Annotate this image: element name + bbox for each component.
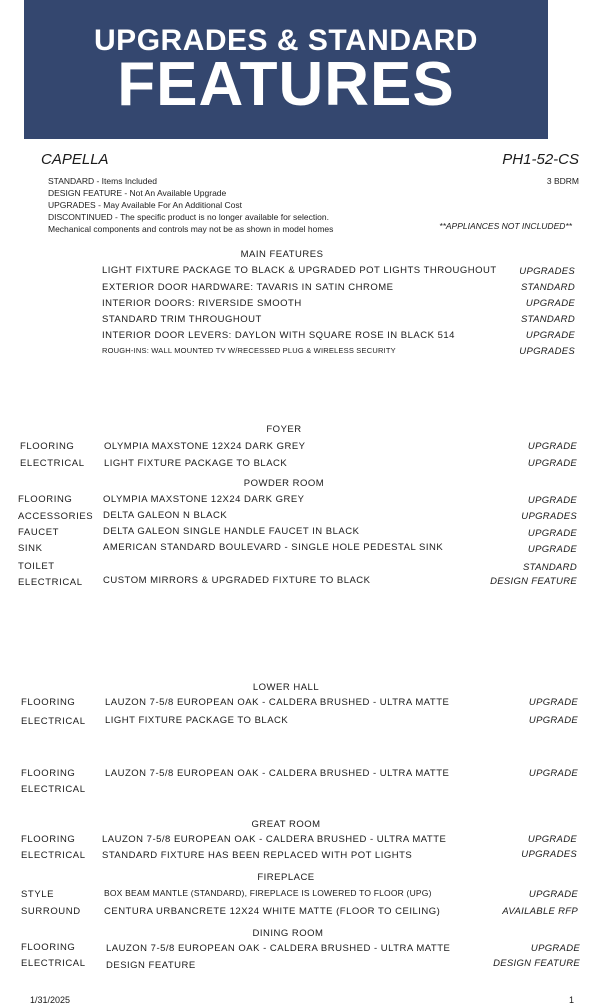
feature-status: AVAILABLE RFP [502, 906, 578, 917]
feature-status: UPGRADES [519, 266, 575, 277]
feature-description: STANDARD FIXTURE HAS BEEN REPLACED WITH POT LIGHTS [102, 850, 413, 861]
feature-status: DESIGN FEATURE [493, 958, 580, 969]
feature-category: ELECTRICAL [20, 458, 85, 469]
feature-category: FAUCET [18, 527, 60, 538]
legend-mechanical-note: Mechanical components and controls may not be as shown in model homes [48, 224, 334, 234]
feature-status: UPGRADES [521, 849, 577, 860]
section-heading: FOYER [266, 424, 302, 435]
feature-category: FLOORING [21, 768, 76, 779]
feature-category: FLOORING [18, 494, 73, 505]
feature-status: UPGRADE [528, 889, 578, 900]
feature-description: STANDARD TRIM THROUGHOUT [102, 314, 262, 325]
feature-description: DESIGN FEATURE [106, 960, 196, 971]
feature-status: UPGRADES [519, 346, 575, 357]
legend-upgrades: UPGRADES - May Available For An Additional Cost [48, 200, 243, 210]
feature-category: ELECTRICAL [21, 958, 86, 969]
feature-description: BOX BEAM MANTLE (STANDARD), FIREPLACE IS LOWERED TO FLOOR (UPG) [104, 888, 432, 898]
title-banner [24, 0, 548, 139]
section-heading: LOWER HALL [252, 682, 320, 693]
feature-description: CUSTOM MIRRORS & UPGRADED FIXTURE TO BLACK [103, 575, 371, 586]
banner-title-line1: UPGRADES & STANDARD [94, 24, 478, 57]
feature-description: DELTA GALEON SINGLE HANDLE FAUCET IN BLACK [103, 526, 360, 537]
feature-description: LAUZON 7-5/8 EUROPEAN OAK - CALDERA BRUSHED - ULTRA MATTE [102, 834, 447, 845]
feature-description: INTERIOR DOORS: RIVERSIDE SMOOTH [102, 298, 302, 309]
feature-status: UPGRADE [525, 298, 575, 309]
bedroom-count: 3 BDRM [546, 176, 579, 186]
feature-status: UPGRADE [528, 768, 578, 779]
page-number: 1 [568, 995, 574, 1005]
feature-category: ELECTRICAL [21, 850, 86, 861]
banner-title-line2: FEATURES [117, 50, 455, 119]
feature-description: LIGHT FIXTURE PACKAGE TO BLACK [104, 458, 288, 469]
feature-category: FLOORING [21, 942, 76, 953]
legend-discontinued: DISCONTINUED - The specific product is no longer available for selection. [48, 212, 329, 222]
feature-status: STANDARD [523, 562, 577, 573]
feature-description: ROUGH-INS: WALL MOUNTED TV W/RECESSED PLUG & WIRELESS SECURITY [102, 346, 396, 355]
feature-category: ACCESSORIES [18, 511, 94, 522]
legend-design-feature: DESIGN FEATURE - Not An Available Upgrade [48, 188, 227, 198]
feature-category: ELECTRICAL [18, 577, 83, 588]
model-name: CAPELLA [41, 151, 109, 168]
feature-status: DESIGN FEATURE [490, 576, 577, 587]
feature-status: STANDARD [521, 282, 575, 293]
feature-status: UPGRADE [528, 715, 578, 726]
feature-status: UPGRADE [527, 495, 577, 506]
feature-description: EXTERIOR DOOR HARDWARE: TAVARIS IN SATIN CHROME [102, 282, 394, 293]
section-heading: POWDER ROOM [243, 478, 325, 489]
section-heading: FIREPLACE [257, 872, 315, 883]
feature-description: LIGHT FIXTURE PACKAGE TO BLACK [105, 715, 289, 726]
feature-description: LAUZON 7-5/8 EUROPEAN OAK - CALDERA BRUSHED - ULTRA MATTE [105, 697, 450, 708]
section-heading: DINING ROOM [252, 928, 324, 939]
feature-category: FLOORING [21, 697, 76, 708]
feature-status: UPGRADE [525, 330, 575, 341]
feature-category: ELECTRICAL [21, 716, 86, 727]
feature-status: UPGRADE [527, 528, 577, 539]
feature-description: OLYMPIA MAXSTONE 12X24 DARK GREY [104, 441, 306, 452]
plan-code: PH1-52-CS [502, 151, 579, 168]
feature-category: FLOORING [20, 441, 75, 452]
feature-description: DELTA GALEON N BLACK [103, 510, 228, 521]
feature-category: ELECTRICAL [21, 784, 86, 795]
section-heading: GREAT ROOM [251, 819, 321, 830]
feature-status: UPGRADE [527, 441, 577, 452]
feature-category: SURROUND [21, 906, 81, 917]
feature-category: FLOORING [21, 834, 76, 845]
feature-status: UPGRADE [527, 458, 577, 469]
feature-description: LIGHT FIXTURE PACKAGE TO BLACK & UPGRADED POT LIGHTS THROUGHOUT [102, 265, 497, 276]
footer-date: 1/31/2025 [30, 995, 71, 1005]
feature-category: TOILET [18, 561, 55, 572]
feature-description: LAUZON 7-5/8 EUROPEAN OAK - CALDERA BRUSHED - ULTRA MATTE [105, 768, 450, 779]
feature-description: CENTURA URBANCRETE 12X24 WHITE MATTE (FLOOR TO CEILING) [104, 906, 441, 917]
feature-status: UPGRADE [530, 943, 580, 954]
legend-standard: STANDARD - Items Included [48, 176, 157, 186]
feature-category: SINK [18, 543, 43, 554]
feature-status: UPGRADES [521, 511, 577, 522]
feature-description: LAUZON 7-5/8 EUROPEAN OAK - CALDERA BRUSHED - ULTRA MATTE [106, 943, 451, 954]
appliances-note: **APPLIANCES NOT INCLUDED** [439, 221, 572, 231]
feature-category: STYLE [21, 889, 55, 900]
feature-description: INTERIOR DOOR LEVERS: DAYLON WITH SQUARE ROSE IN BLACK 514 [102, 330, 455, 341]
feature-description: AMERICAN STANDARD BOULEVARD - SINGLE HOLE PEDESTAL SINK [103, 542, 444, 553]
feature-status: UPGRADE [527, 834, 577, 845]
feature-status: UPGRADE [528, 697, 578, 708]
feature-description: OLYMPIA MAXSTONE 12X24 DARK GREY [103, 494, 305, 505]
feature-status: UPGRADE [527, 544, 577, 555]
section-heading: MAIN FEATURES [240, 249, 324, 260]
feature-status: STANDARD [521, 314, 575, 325]
